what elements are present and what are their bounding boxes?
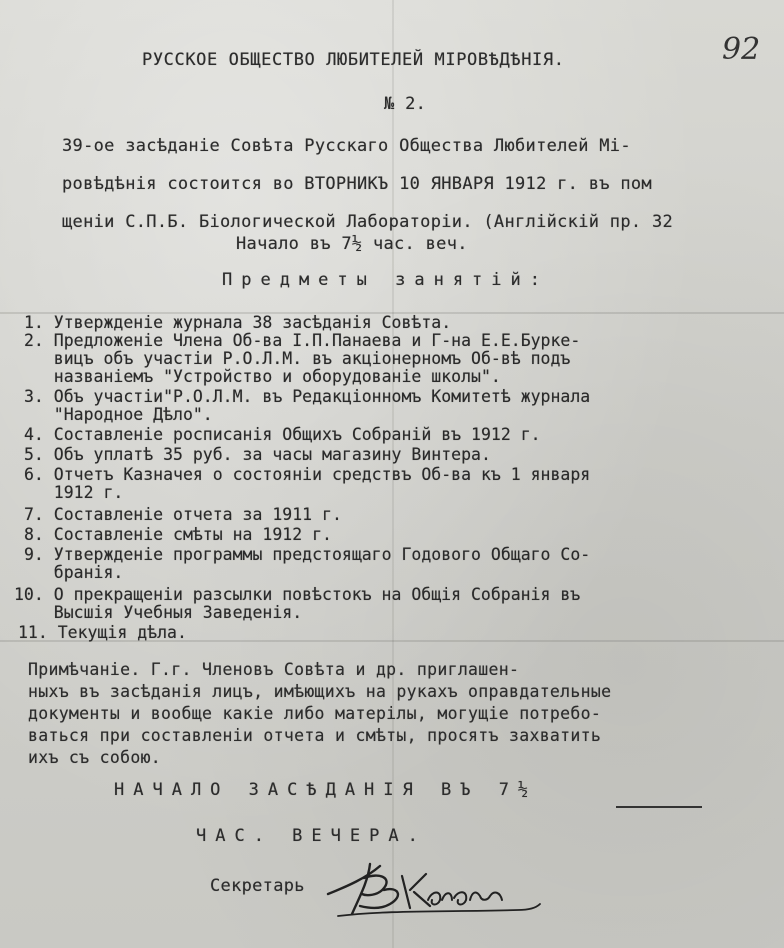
agenda-line: 7. Составленiе отчета за 1911 г.	[24, 505, 342, 524]
agenda-line: 9. Утвержденiе программы предстоящаго Годового Общаго Со-	[24, 545, 591, 564]
folio-number: 92	[722, 32, 761, 67]
document-number: № 2.	[384, 94, 427, 114]
agenda-line: 2. Предложенiе Члена Об-ва I.П.Панаева и Г-на Е.Е.Буркe-	[24, 331, 581, 350]
agenda-line: 11. Текущiя дѣла.	[18, 623, 187, 642]
secretary-label: Секретарь	[210, 876, 305, 896]
closing-line: НАЧАЛО ЗАСѢДАНIЯ ВЪ 7½	[114, 780, 538, 800]
intro-line: ровѣдѣнiя состоится во ВТОРНИКЪ 10 ЯНВАРЯ 1912 г. въ пом	[62, 174, 652, 194]
agenda-line: Высшiя Учебныя Заведенiя.	[24, 603, 303, 622]
agenda-line: 4. Составленiе росписанiя Общихъ Собранiй въ 1912 г.	[24, 425, 541, 444]
agenda-line: вицъ объ участiи Р.О.Л.М. въ акцiонерномъ Об-вѣ подъ	[24, 349, 571, 368]
note-line: ваться при составленiи отчета и смѣты, просятъ захватить	[28, 726, 602, 745]
intro-line: 39-ое засѣданiе Совѣта Русскаго Общества Любителей Мi-	[62, 136, 631, 156]
intro-line: щенiи С.П.Б. Бiологической Лабораторiи. (Англiйскiй пр. 32	[62, 212, 674, 232]
agenda-line: 5. Объ уплатѣ 35 руб. за часы магазину Винтера.	[24, 445, 491, 464]
agenda-line: 1912 г.	[24, 483, 124, 502]
note-line: Примѣчанiе. Г.г. Членовъ Совѣта и др. приглашен-	[28, 660, 520, 679]
closing-line: ЧАС. ВЕЧЕРА.	[196, 826, 427, 846]
agenda-line: 3. Объ участiи"Р.О.Л.М. въ Редакцiонномъ Комитетѣ журнала	[24, 387, 591, 406]
agenda-line: 6. Отчетъ Казначея о состоянiи средствъ Об-ва къ 1 января	[24, 465, 591, 484]
agenda-line: названiемъ "Устройство и оборудованiе школы".	[24, 367, 501, 386]
agenda-line: 8. Составленiе смѣты на 1912 г.	[24, 525, 332, 544]
signature-image	[318, 856, 548, 928]
note-line: ныхъ въ засѣданiя лицъ, имѣющихъ на рукахъ оправдательные	[28, 682, 612, 701]
agenda-title: Предметы занятiй:	[222, 270, 549, 290]
time-underline	[616, 806, 702, 808]
agenda-line: 1. Утвержденiе журнала 38 засѣданiя Совѣта.	[24, 313, 452, 332]
society-heading: РУССКОЕ ОБЩЕСТВО ЛЮБИТЕЛЕЙ МIРОВѢДѢНIЯ.	[142, 50, 565, 70]
agenda-line: "Народное Дѣло".	[24, 405, 213, 424]
agenda-line: 10. О прекращенiи разсылки повѣстокъ на Общiя Собранiя въ	[14, 585, 581, 604]
note-line: ихъ съ собою.	[28, 748, 162, 767]
note-line: документы и вообще какiе либо матерiлы, могущiе потребо-	[28, 704, 602, 723]
agenda-line: бранiя.	[24, 563, 124, 582]
intro-line: Начало въ 7½ час. веч.	[236, 234, 468, 254]
